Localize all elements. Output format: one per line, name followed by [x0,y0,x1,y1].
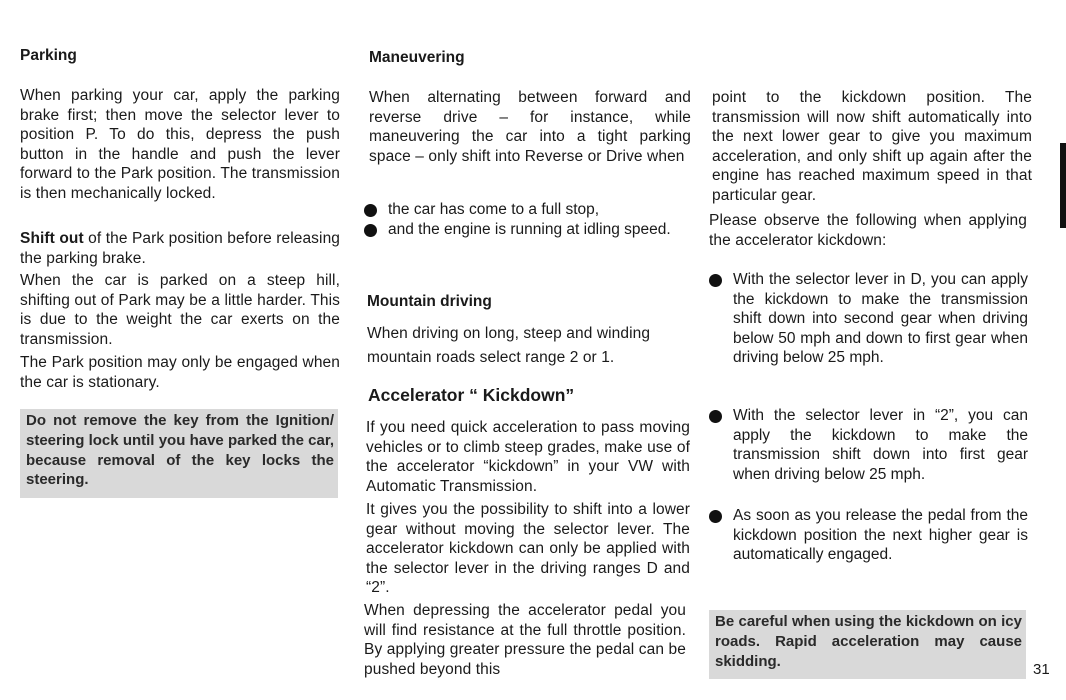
bullet-dot-icon [364,224,377,237]
kickdown-paragraph-4: point to the kickdown position. The transmission will now shift automatically into the next lower gear to give you maximum acceleration, and only shift up again after the engine has reached maximum speed in that particular gear. [712,89,1032,204]
bullet-text: the car has come to a full stop, [388,201,600,218]
shift-out-rest: of the Park position before releasing the parking brake. [20,230,341,267]
parking-paragraph-2 [20,229,340,268]
heading-kickdown: Accelerator “ Kickdown” [368,385,575,405]
kickdown-bullet-2 [709,406,1028,484]
page-edge-tab [1060,143,1066,228]
kickdown-paragraph-1: If you need quick acceleration to pass moving vehicles or to climb steep grades, make use of the accelerator “kickdown” in your VW with Automatic Transmission. [366,419,690,495]
bullet-dot-icon [709,410,722,423]
kickdown-bullet-1 [709,270,1028,368]
kickdown-paragraph-3: When depressing the accelerator pedal you will find resistance at the full throttle position. By applying greater pressure the pedal can be pushed beyond this [364,602,686,678]
shift-out-bold: Shift out [20,230,84,247]
maneuvering-bullet-2 [364,220,686,240]
maneuvering-paragraph: When alternating between forward and reverse drive – for instance, while maneuvering the car into a tight parking space – only shift into Reverse or Drive when [369,89,691,165]
kickdown-paragraph-5: Please observe the following when applying the accelerator kickdown: [709,212,1027,249]
page-number: 31 [1033,661,1050,678]
heading-mountain-driving: Mountain driving [367,293,492,310]
parking-paragraph-1: When parking your car, apply the parking brake first; then move the selector lever to position P. To do this, depress the push button in the handle and push the lever forward to the Park position. The transmission is then mechanically locked. [20,87,340,202]
heading-maneuvering: Maneuvering [369,49,465,66]
bullet-dot-icon [364,204,377,217]
kickdown-warning-box: Be careful when using the kickdown on icy roads. Rapid acceleration may cause skidding. [709,610,1026,679]
mountain-paragraph: When driving on long, steep and winding mountain roads select range 2 or 1. [367,325,651,366]
bullet-text: With the selector lever in “2”, you can apply the kickdown to make the transmission shift down into first gear when driving below 25 mph. [733,407,1028,483]
heading-parking: Parking [20,47,77,64]
parking-paragraph-3: When the car is parked on a steep hill, shifting out of Park may be a little harder. This is due to the weight the car exerts on the transmission. [20,272,340,348]
parking-paragraph-4: The Park position may only be engaged when the car is stationary. [20,354,340,391]
parking-warning-box: Do not remove the key from the Ignition/ steering lock until you have parked the car, because removal of the key locks the steering. [20,409,338,498]
bullet-text: As soon as you release the pedal from the kickdown position the next higher gear is automatically engaged. [733,507,1028,564]
bullet-text: With the selector lever in D, you can apply the kickdown to make the transmission shift down into second gear when driving below 50 mph and down to first gear when driving below 25 mph. [733,271,1028,367]
bullet-dot-icon [709,274,722,287]
bullet-text: and the engine is running at idling speed. [388,221,671,238]
kickdown-paragraph-2: It gives you the possibility to shift into a lower gear without moving the selector lever. The accelerator kickdown can only be applied with the selector lever in the driving ranges D and “2”. [366,501,690,597]
kickdown-bullet-3 [709,506,1028,565]
maneuvering-bullet-1 [364,200,686,220]
bullet-dot-icon [709,510,722,523]
